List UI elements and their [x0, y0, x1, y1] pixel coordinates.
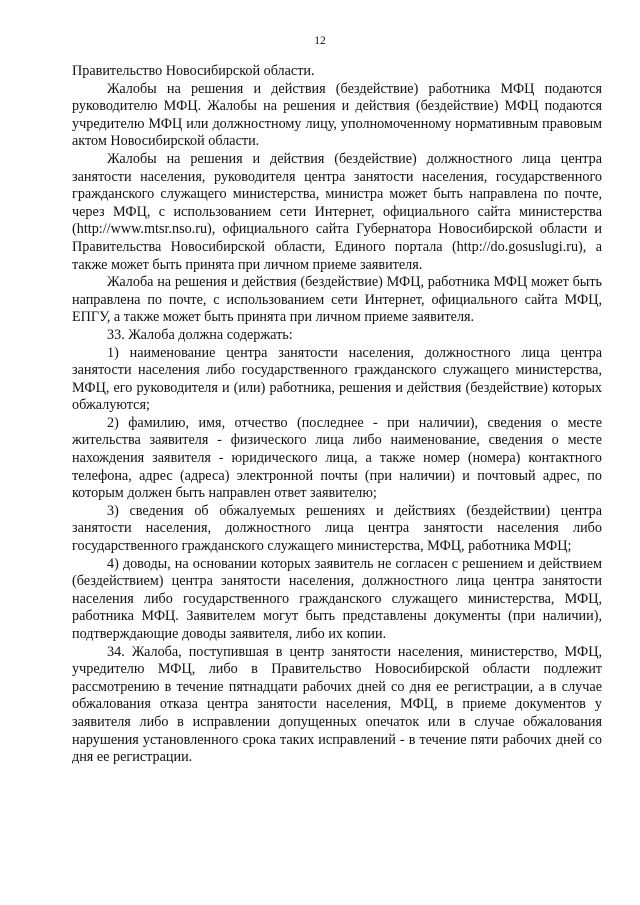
page-number: 12 [314, 35, 326, 47]
paragraph-8: 3) сведения об обжалуемых решениях и действиях (бездействии) центра занятости населения, должностного лица центра занятости населения либо государственного гражданского служащего министерства, МФЦ, работника МФЦ; [72, 502, 602, 555]
paragraph-1: Правительство Новосибирской области. [72, 63, 315, 79]
paragraph-9: 4) доводы, на основании которых заявитель не согласен с решением и действием (бездействием) центра занятости населения, должностного лица центра занятости населения либо государственного гражданского служащего министерства, МФЦ, работника МФЦ. Заявителем могут быть представлены документы (при наличии), подтверждающие доводы заявителя, либо их копии. [72, 555, 602, 642]
document-body [72, 63, 602, 767]
paragraph-6: 1) наименование центра занятости населения, должностного лица центра занятости населения либо государственного гражданского служащего министерства, МФЦ, его руководителя и (или) работника, решения и действия (бездействие) которых обжалуются; [72, 344, 602, 414]
paragraph-2: Жалобы на решения и действия (бездействие) работника МФЦ подаются руководителю МФЦ. Жалобы на решения и действия (бездействие) МФЦ подаются учредителю МФЦ или должностному лицу, уполномоченному нормативным правовым актом Новосибирской области. [72, 80, 602, 150]
paragraph-10: 34. Жалоба, поступившая в центр занятости населения, министерство, МФЦ, учредителю МФЦ, либо в Правительство Новосибирской области подлежит рассмотрению в течение пятнадцати рабочих дней со дня ее регистрации, а в случае обжалования отказа центра занятости населения, МФЦ, в приеме документов у заявителя либо в исправлении допущенных опечаток или в случае обжалования нарушения установленного срока таких исправлений - в течение пяти рабочих дней со дня ее регистрации. [72, 643, 602, 766]
paragraph-4: Жалоба на решения и действия (бездействие) МФЦ, работника МФЦ может быть направлена по почте, с использованием сети Интернет, официального сайта МФЦ, ЕПГУ, а также может быть принята при личном приеме заявителя. [72, 274, 602, 326]
paragraph-7: 2) фамилию, имя, отчество (последнее - при наличии), сведения о месте жительства заявителя - физического лица либо наименование, сведения о месте нахождения заявителя - юридического лица, а также номер (номера) контактного телефона, адрес (адреса) электронной почты (при наличии) и почтовый адрес, по которым должен быть направлен ответ заявителю; [72, 414, 602, 502]
paragraph-5: 33. Жалоба должна содержать: [107, 326, 293, 343]
paragraph-3: Жалобы на решения и действия (бездействие) должностного лица центра занятости населения, руководителя центра занятости населения, государственного гражданского служащего министерства, министра может быть направлена по почте, через МФЦ, с использованием сети Интернет, официального сайта министерства (http://www.mtsr.nso.ru), официального сайта Губернатора Новосибирской области и Правительства Новосибирской области, Единого портала (http://do.gosuslugi.ru), а также может быть принята при личном приеме заявителя. [72, 150, 602, 273]
